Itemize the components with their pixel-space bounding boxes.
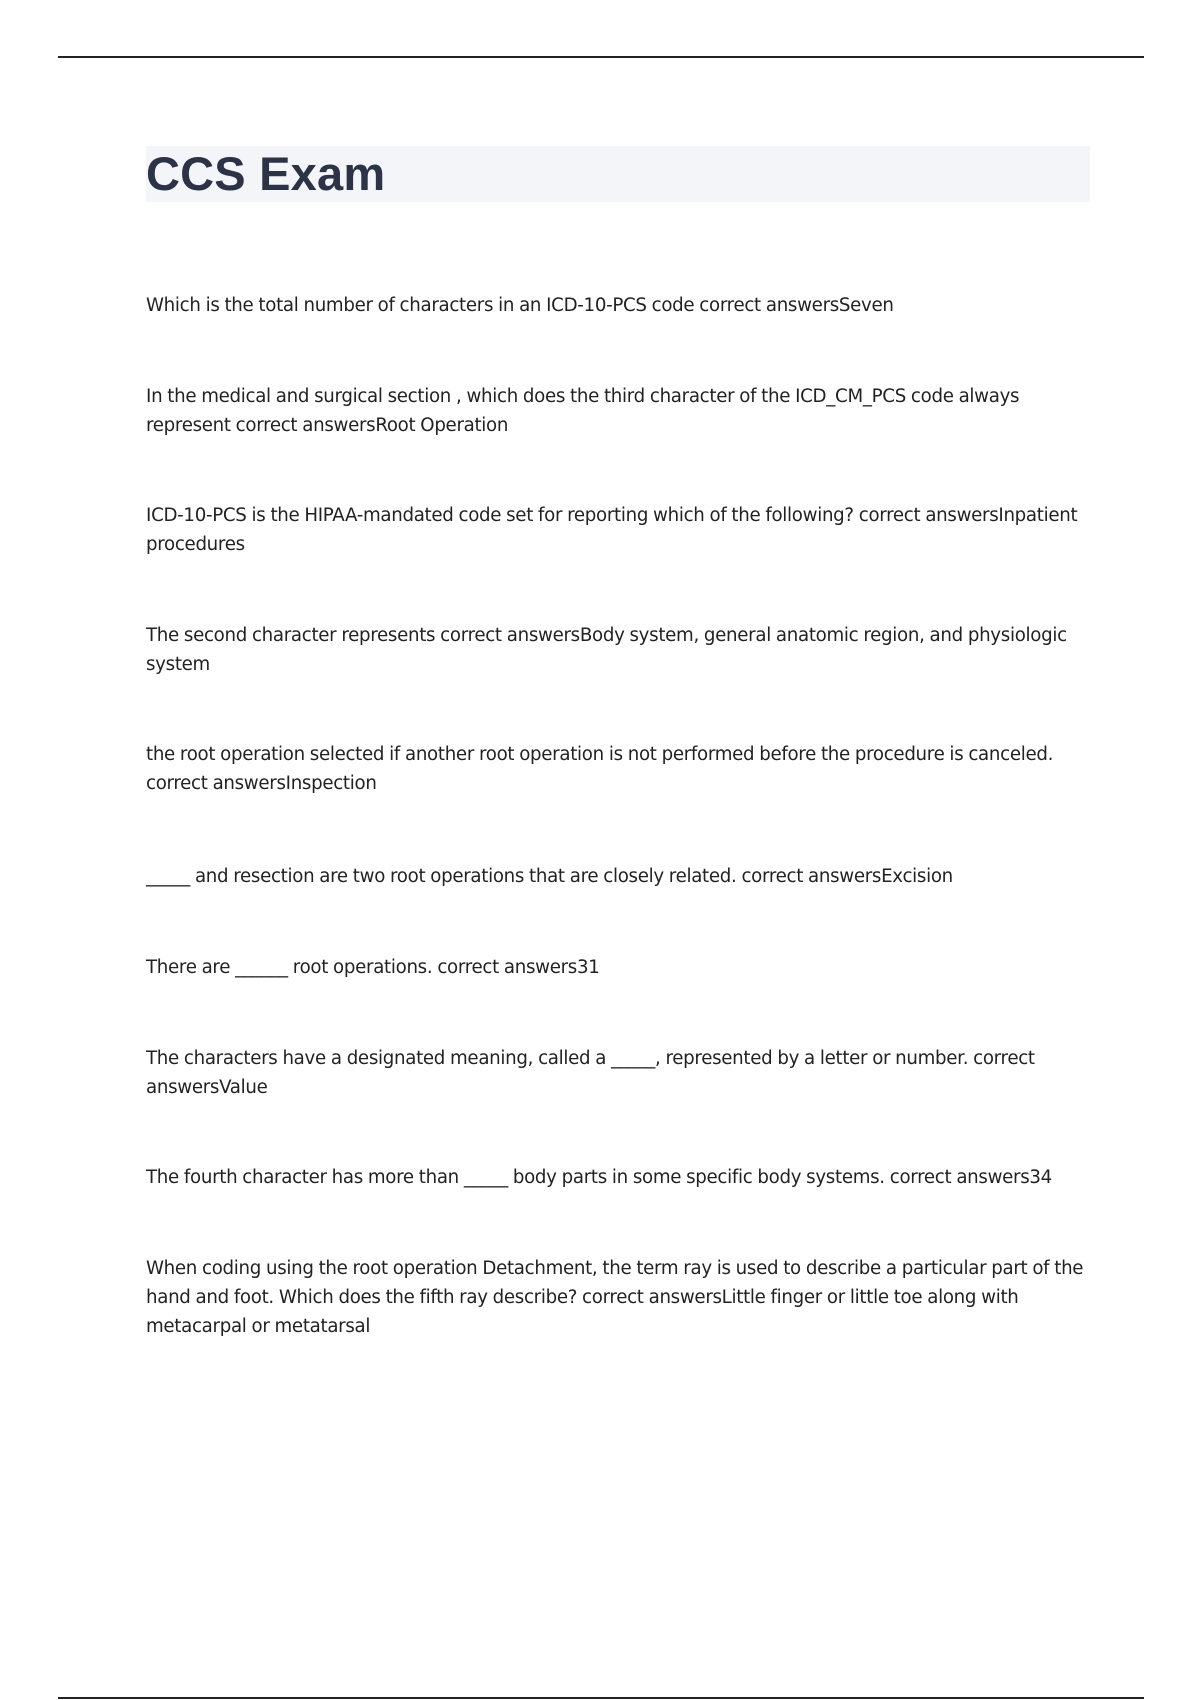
qa-item-9: The fourth character has more than _____ body parts in some specific body systems. correct answers34 — [146, 1167, 1052, 1188]
qa-item-7: There are ______ root operations. correct answers31 — [146, 957, 600, 978]
qa-item-1: Which is the total number of characters in an ICD-10-PCS code correct answersSeven — [146, 295, 894, 316]
qa-item-3: ICD-10-PCS is the HIPAA-mandated code set for reporting which of the following? correct answersInpatient procedures — [146, 505, 1078, 555]
document-title: CCS Exam — [146, 147, 386, 200]
qa-item-2: In the medical and surgical section , which does the third character of the ICD_CM_PCS code always represent correct answersRoot Operation — [146, 386, 1020, 436]
qa-item-6: _____ and resection are two root operations that are closely related. correct answersExcision — [146, 866, 953, 887]
qa-item-10: When coding using the root operation Detachment, the term ray is used to describe a particular part of the hand and foot. Which does the fifth ray describe? correct answersLittle finger or little toe along with metacarpal or metatarsal — [146, 1258, 1084, 1337]
qa-item-8: The characters have a designated meaning, called a _____, represented by a letter or number. correct answersValue — [146, 1048, 1035, 1098]
bottom-rule — [58, 1697, 1144, 1699]
qa-item-4: The second character represents correct answersBody system, general anatomic region, and physiologic system — [146, 625, 1067, 675]
top-rule — [58, 56, 1144, 58]
qa-item-5: the root operation selected if another root operation is not performed before the procedure is canceled. correct answersInspection — [146, 744, 1054, 794]
